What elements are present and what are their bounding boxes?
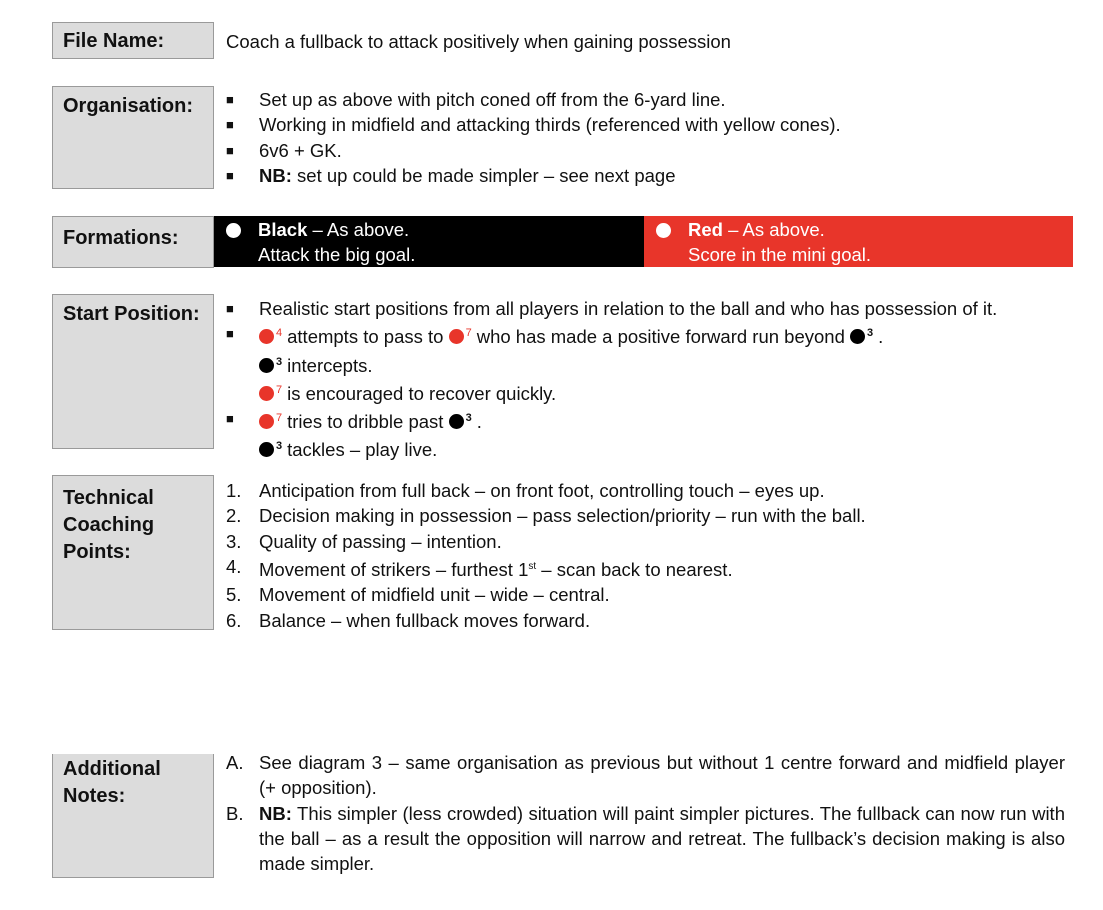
bullet-icon: ■ [226, 326, 234, 342]
red-player-icon [449, 329, 464, 344]
red-player-icon [259, 414, 274, 429]
red-player-icon [259, 386, 274, 401]
red-player-icon [259, 329, 274, 344]
bullet-icon: ■ [226, 411, 234, 427]
black-team-line1: – As above. [312, 219, 410, 240]
red-team-line1: – As above. [728, 219, 825, 240]
bullet-icon: ■ [226, 92, 234, 107]
list-item: 6. Balance – when fullback moves forward. [226, 609, 591, 631]
list-item: 1. Anticipation from full back – on front foot, controlling touch – eyes up. [226, 480, 825, 501]
list-item: ■ NB: set up could be made simpler – see next page [226, 163, 1065, 188]
red-team-line2: Score in the mini goal. [688, 244, 872, 265]
additional-notes-list [226, 750, 1065, 876]
list-item: $^3$ tackles – play live. [226, 434, 1065, 462]
list-item: 2. Decision making in possession – pass selection/priority – run with the ball. [226, 505, 866, 527]
black-team-band [214, 216, 644, 267]
bullet-icon: ■ [226, 142, 234, 158]
black-team-line2: Attack the big goal. [258, 244, 416, 265]
team-dot-icon [226, 223, 241, 238]
bullet-icon: ■ [226, 117, 234, 133]
formations-label: Formations: [52, 216, 214, 268]
black-player-icon [449, 414, 464, 429]
team-dot-icon [656, 223, 671, 238]
organisation-list [226, 87, 1065, 188]
file-name-label: File Name: [52, 22, 214, 59]
organisation-label: Organisation: [52, 86, 214, 189]
black-player-icon [259, 358, 274, 373]
file-name-value: Coach a fullback to attack positively when gaining possession [226, 31, 731, 52]
list-item: 5. Movement of midfield unit – wide – central. [226, 584, 610, 606]
list-item: ■ Set up as above with pitch coned off from the 6-yard line. [226, 87, 1065, 112]
list-item: 4. Movement of strikers – furthest 1st – scan back to nearest. [226, 555, 733, 581]
list-item: ■ 6v6 + GK. [226, 138, 1065, 163]
bullet-icon: ■ [226, 301, 234, 316]
list-item: $^7$ is encouraged to recover quickly. [226, 378, 1065, 406]
list-item: A. See diagram 3 – same organisation as previous but without 1 centre forward and midfield player (+ opposition). [226, 752, 1065, 799]
list-item: ■ Realistic start positions from all players in relation to the ball and who has possession of it. [226, 296, 1065, 321]
technical-coaching-points-list [226, 478, 1065, 633]
list-item: $^3$ intercepts. [226, 350, 1065, 378]
list-item: ■ $^4$ attempts to pass to $^7$ who has made a positive forward run beyond $^3$ . [226, 321, 1065, 349]
black-player-icon [259, 442, 274, 457]
additional-notes-label: Additional Notes: [52, 754, 214, 878]
list-item: 3. Quality of passing – intention. [226, 530, 502, 552]
red-team-band [644, 216, 1073, 267]
red-team-name: Red [688, 219, 723, 240]
list-item: ■ $^7$ tries to dribble past $^3$ . [226, 406, 1065, 434]
technical-coaching-points-label: Technical Coaching Points: [52, 475, 214, 630]
bullet-icon: ■ [226, 167, 234, 183]
start-position-label: Start Position: [52, 294, 214, 449]
list-item: B. NB: This simpler (less crowded) situation will paint simpler pictures. The fullback can now run with the ball – as a result the opposition will narrow and retreat. The fullback’s decision making is also made simpler. [226, 802, 1065, 875]
start-position-list [226, 296, 1065, 463]
black-team-name: Black [258, 219, 308, 240]
black-player-icon [850, 329, 865, 344]
list-item: ■ Working in midfield and attacking thirds (referenced with yellow cones). [226, 112, 1065, 137]
